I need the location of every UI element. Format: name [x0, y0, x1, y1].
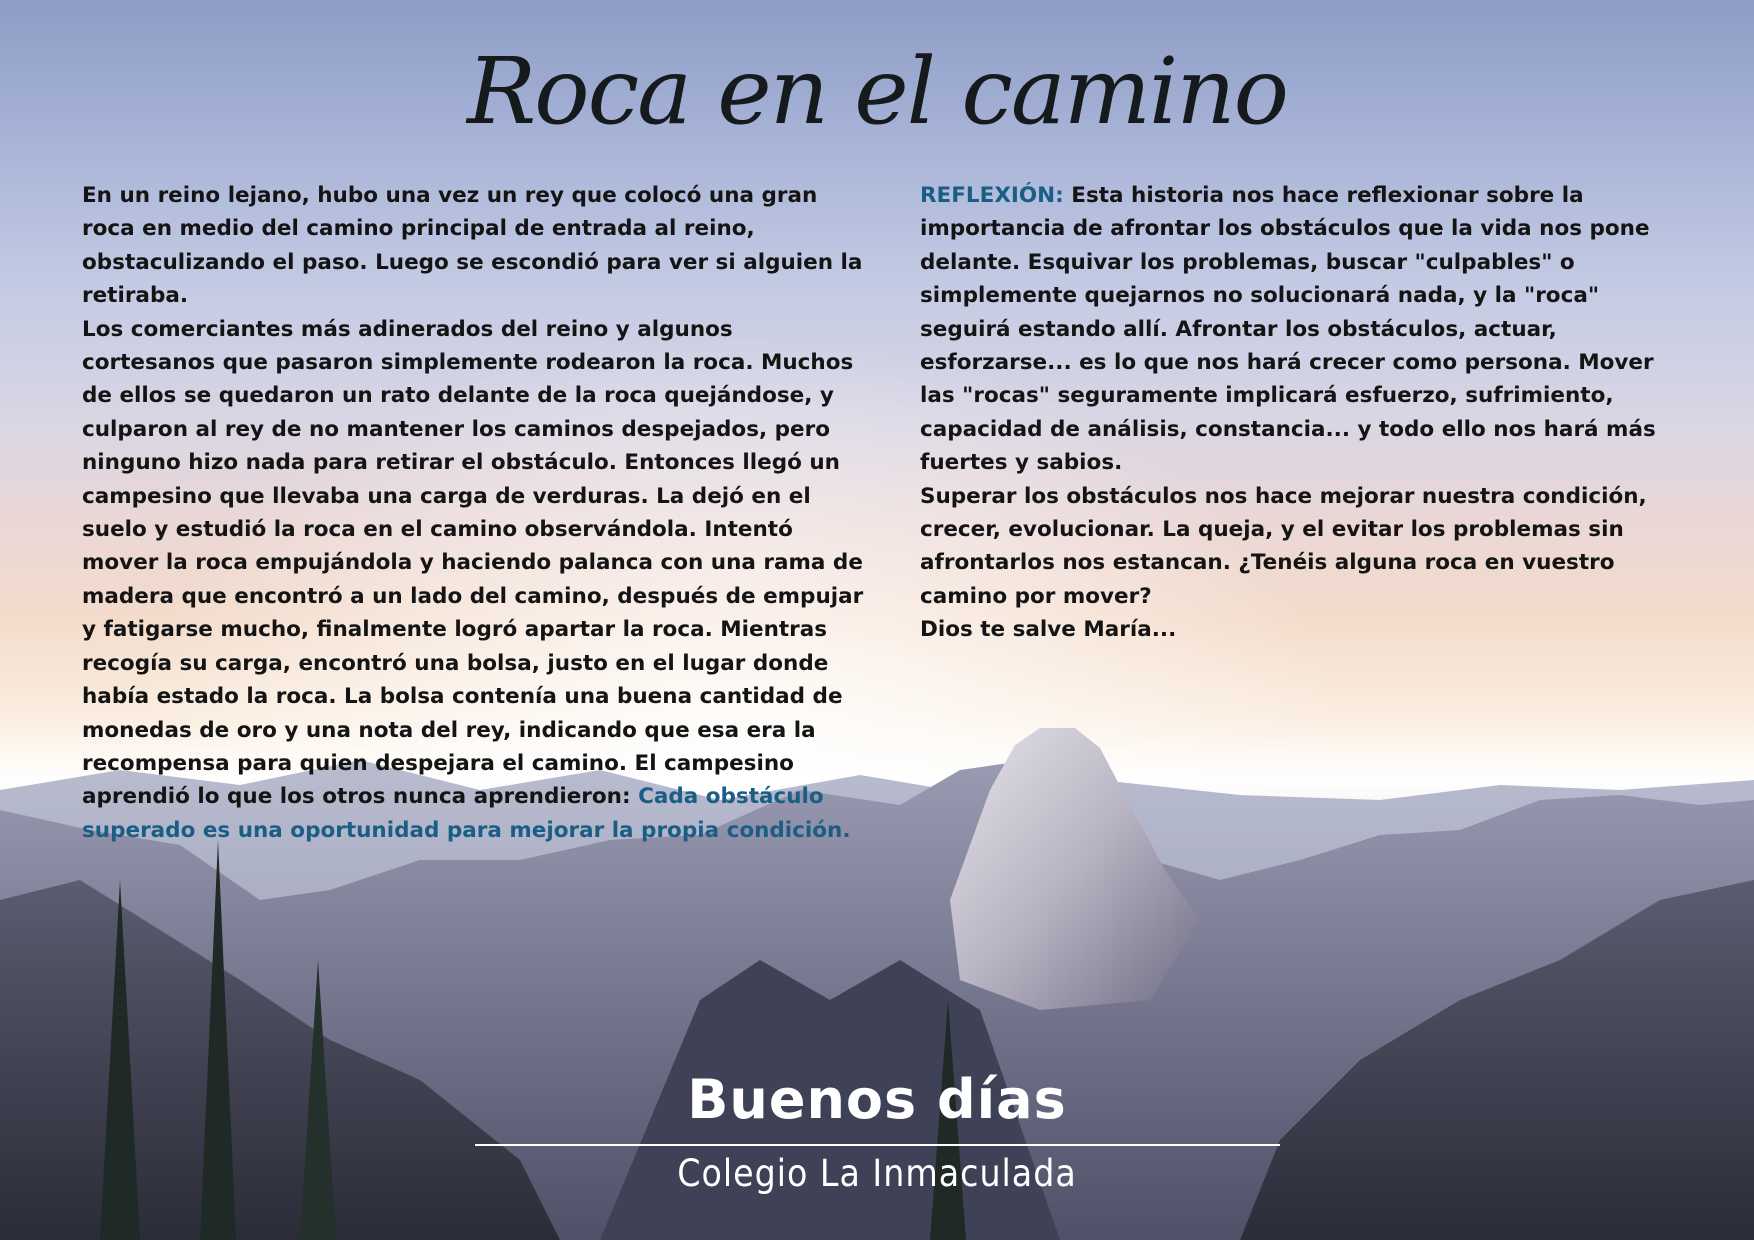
story-intro-paragraph: En un reino lejano, hubo una vez un rey que colocó una gran roca en medio del camino principal de entrada al reino, obstaculizando el paso. Luego se escondió para ver si alguien la retiraba.: [82, 183, 863, 309]
story-body-paragraph: [82, 313, 872, 848]
footer-subtitle: Colegio La Inmaculada: [677, 1152, 1077, 1195]
reflection-text: Esta historia nos hace reflexionar sobre la importancia de afrontar los obstáculos que la vida nos pone delante. Esquivar los problemas, buscar "culpables" o simplemente quejarnos no solucionará nada, y la "roca" seguirá estando allí. Afrontar los obstáculos, actuar, esforzarse... es lo que nos hará crecer como persona. Mover las "rocas" seguramente implicará esfuerzo, sufrimiento, capacidad de análisis, constancia... y todo ello nos hará más fuertes y sabios.: [920, 183, 1656, 476]
story-moral: Cada obstáculo superado es una oportunidad para mejorar la propia condición.: [82, 784, 851, 843]
story-body-text: Los comerciantes más adinerados del reino y algunos cortesanos que pasaron simplemente rodearon la roca. Muchos de ellos se quedaron un rato delante de la roca quejándose, y culparon al rey de no mantener los caminos despejados, pero ninguno hizo nada para retirar el obstáculo. Entonces llegó un campesino que llevaba una carga de verduras. La dejó en el suelo y estudió la roca en el camino observándola. Intentó mover la roca empujándola y haciendo palanca con una rama de madera que encontró a un lado del camino, después de empujar y fatigarse mucho, finalmente logró apartar la roca. Mientras recogía su carga, encontró una bolsa, justo en el lugar donde había estado la roca. La bolsa contenía una buena cantidad de monedas de oro y una nota del rey, indicando que esa era la recompensa para quien despejara el camino. El campesino aprendió lo que los otros nunca aprendieron:: [82, 316, 864, 810]
prayer-line: Dios te salve María...: [920, 617, 1177, 643]
reflection-paragraph: [920, 179, 1680, 480]
page-title: Roca en el camino: [466, 38, 1287, 145]
footer-title: Buenos días: [687, 1068, 1067, 1131]
footer-divider: [475, 1144, 1280, 1146]
reflection-label: REFLEXIÓN:: [920, 183, 1064, 208]
reflection-second-paragraph: Superar los obstáculos nos hace mejorar nuestra condición, crecer, evolucionar. La queja, y el evitar los problemas sin afrontarlos nos estancan. ¿Tenéis alguna roca en vuestro camino por mover?: [920, 483, 1647, 609]
story-column: [82, 179, 872, 847]
reflection-column: [920, 179, 1680, 647]
